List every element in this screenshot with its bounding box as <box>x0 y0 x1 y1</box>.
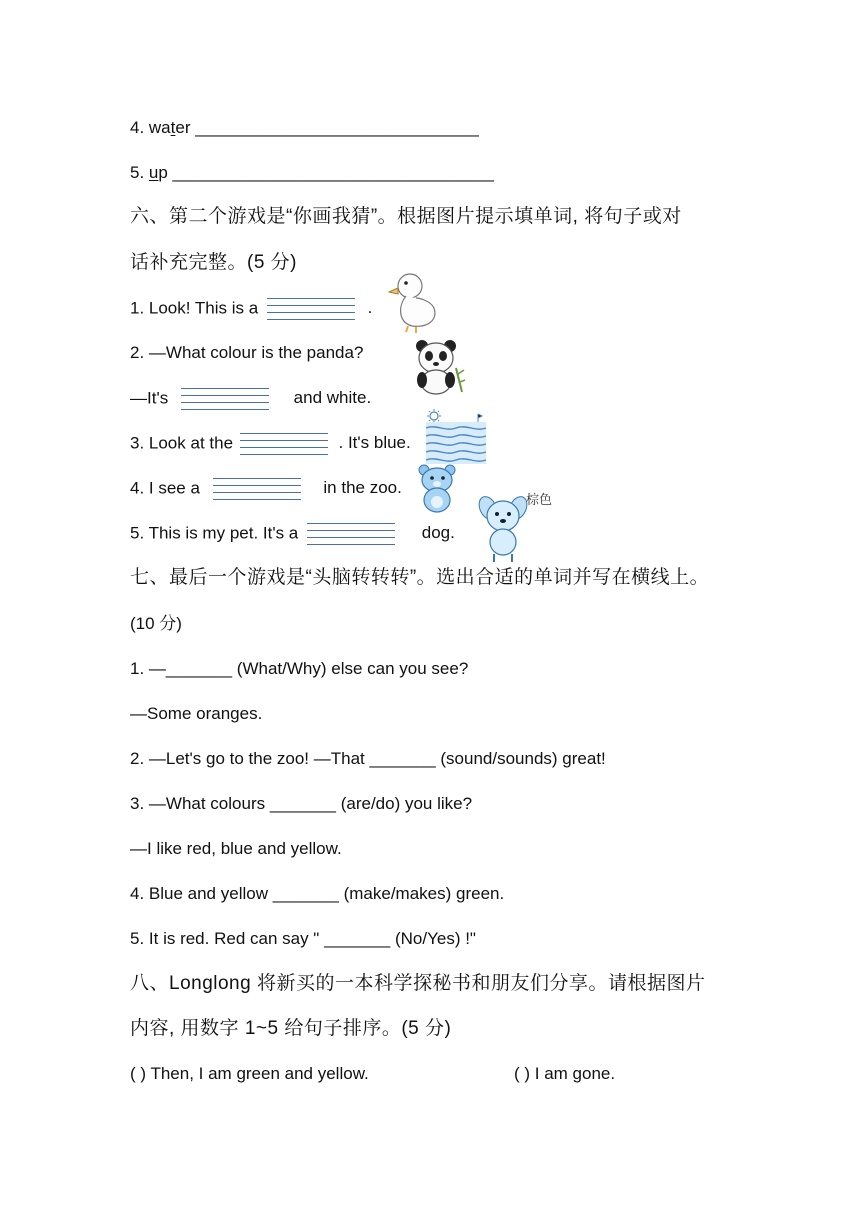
section7-heading-1: 七、最后一个游戏是“头脑转转转”。选出合适的单词并写在横线上。 <box>130 567 710 588</box>
s7-question-4: 4. Blue and yellow _______ (make/makes) green. <box>130 884 505 903</box>
text: in the zoo. <box>323 478 402 498</box>
duck-picture <box>388 264 440 334</box>
four-line-blank[interactable] <box>307 521 395 547</box>
s7-question-1-reply: —Some oranges. <box>130 704 263 723</box>
s7-question-2: 2. —Let's go to the zoo! —That _______ (sound/sounds) great! <box>130 749 606 768</box>
text: 5. This is my pet. It's a <box>130 523 299 543</box>
section6-heading-2: 话补充完整。(5 分) <box>130 252 298 273</box>
section8-heading-1: 八、Longlong 将新买的一本科学探秘书和朋友们分享。请根据图片 <box>130 973 706 994</box>
text: dog. <box>421 523 455 543</box>
text: . <box>367 298 373 318</box>
text: 1. Look! This is a <box>130 298 259 318</box>
four-line-blank[interactable] <box>267 296 355 322</box>
underlined-letter: t <box>170 118 176 137</box>
s7-question-3-reply: —I like red, blue and yellow. <box>130 839 342 858</box>
blue-bear-picture <box>414 462 462 514</box>
s6-question-2-reply <box>130 386 371 412</box>
text: 5. <box>130 163 149 182</box>
section7-heading-2: (10 分) <box>130 614 182 633</box>
s8-item-2: ( ) I am gone. <box>514 1064 616 1083</box>
s7-question-5: 5. It is red. Red can say " _______ (No/Yes) !" <box>130 929 476 948</box>
s7-question-1: 1. —_______ (What/Why) else can you see? <box>130 659 469 678</box>
s6-question-4 <box>130 476 402 502</box>
text: and white. <box>293 388 372 408</box>
text: —It's <box>130 388 169 408</box>
s6-question-3 <box>130 431 411 457</box>
text: 4. wa <box>130 118 171 137</box>
underlined-letter: u <box>148 163 159 182</box>
s6-question-2: 2. —What colour is the panda? <box>130 343 364 362</box>
s7-question-3: 3. —What colours _______ (are/do) you like? <box>130 794 473 813</box>
line-water <box>130 116 479 140</box>
brown-label: 棕色 <box>526 492 553 507</box>
text: 4. I see a <box>130 478 200 498</box>
sea-picture <box>422 408 488 466</box>
line-up <box>130 161 494 185</box>
four-line-blank[interactable] <box>240 431 328 457</box>
text: 3. Look at the <box>130 433 234 453</box>
section8-heading-2: 内容, 用数字 1~5 给句子排序。(5 分) <box>130 1018 452 1039</box>
panda-picture <box>408 336 466 396</box>
answer-blank: p __________________________________ <box>158 163 495 182</box>
four-line-blank[interactable] <box>181 386 269 412</box>
s6-question-1 <box>130 296 372 322</box>
answer-blank: er ______________________________ <box>175 118 479 137</box>
dog-picture <box>478 490 530 564</box>
text: . It's blue. <box>338 433 411 453</box>
section6-heading-1: 六、第二个游戏是“你画我猜”。根据图片提示填单词, 将句子或对 <box>130 206 682 227</box>
s6-question-5 <box>130 521 455 547</box>
s8-item-1: ( ) Then, I am green and yellow. <box>130 1064 369 1083</box>
four-line-blank[interactable] <box>213 476 301 502</box>
